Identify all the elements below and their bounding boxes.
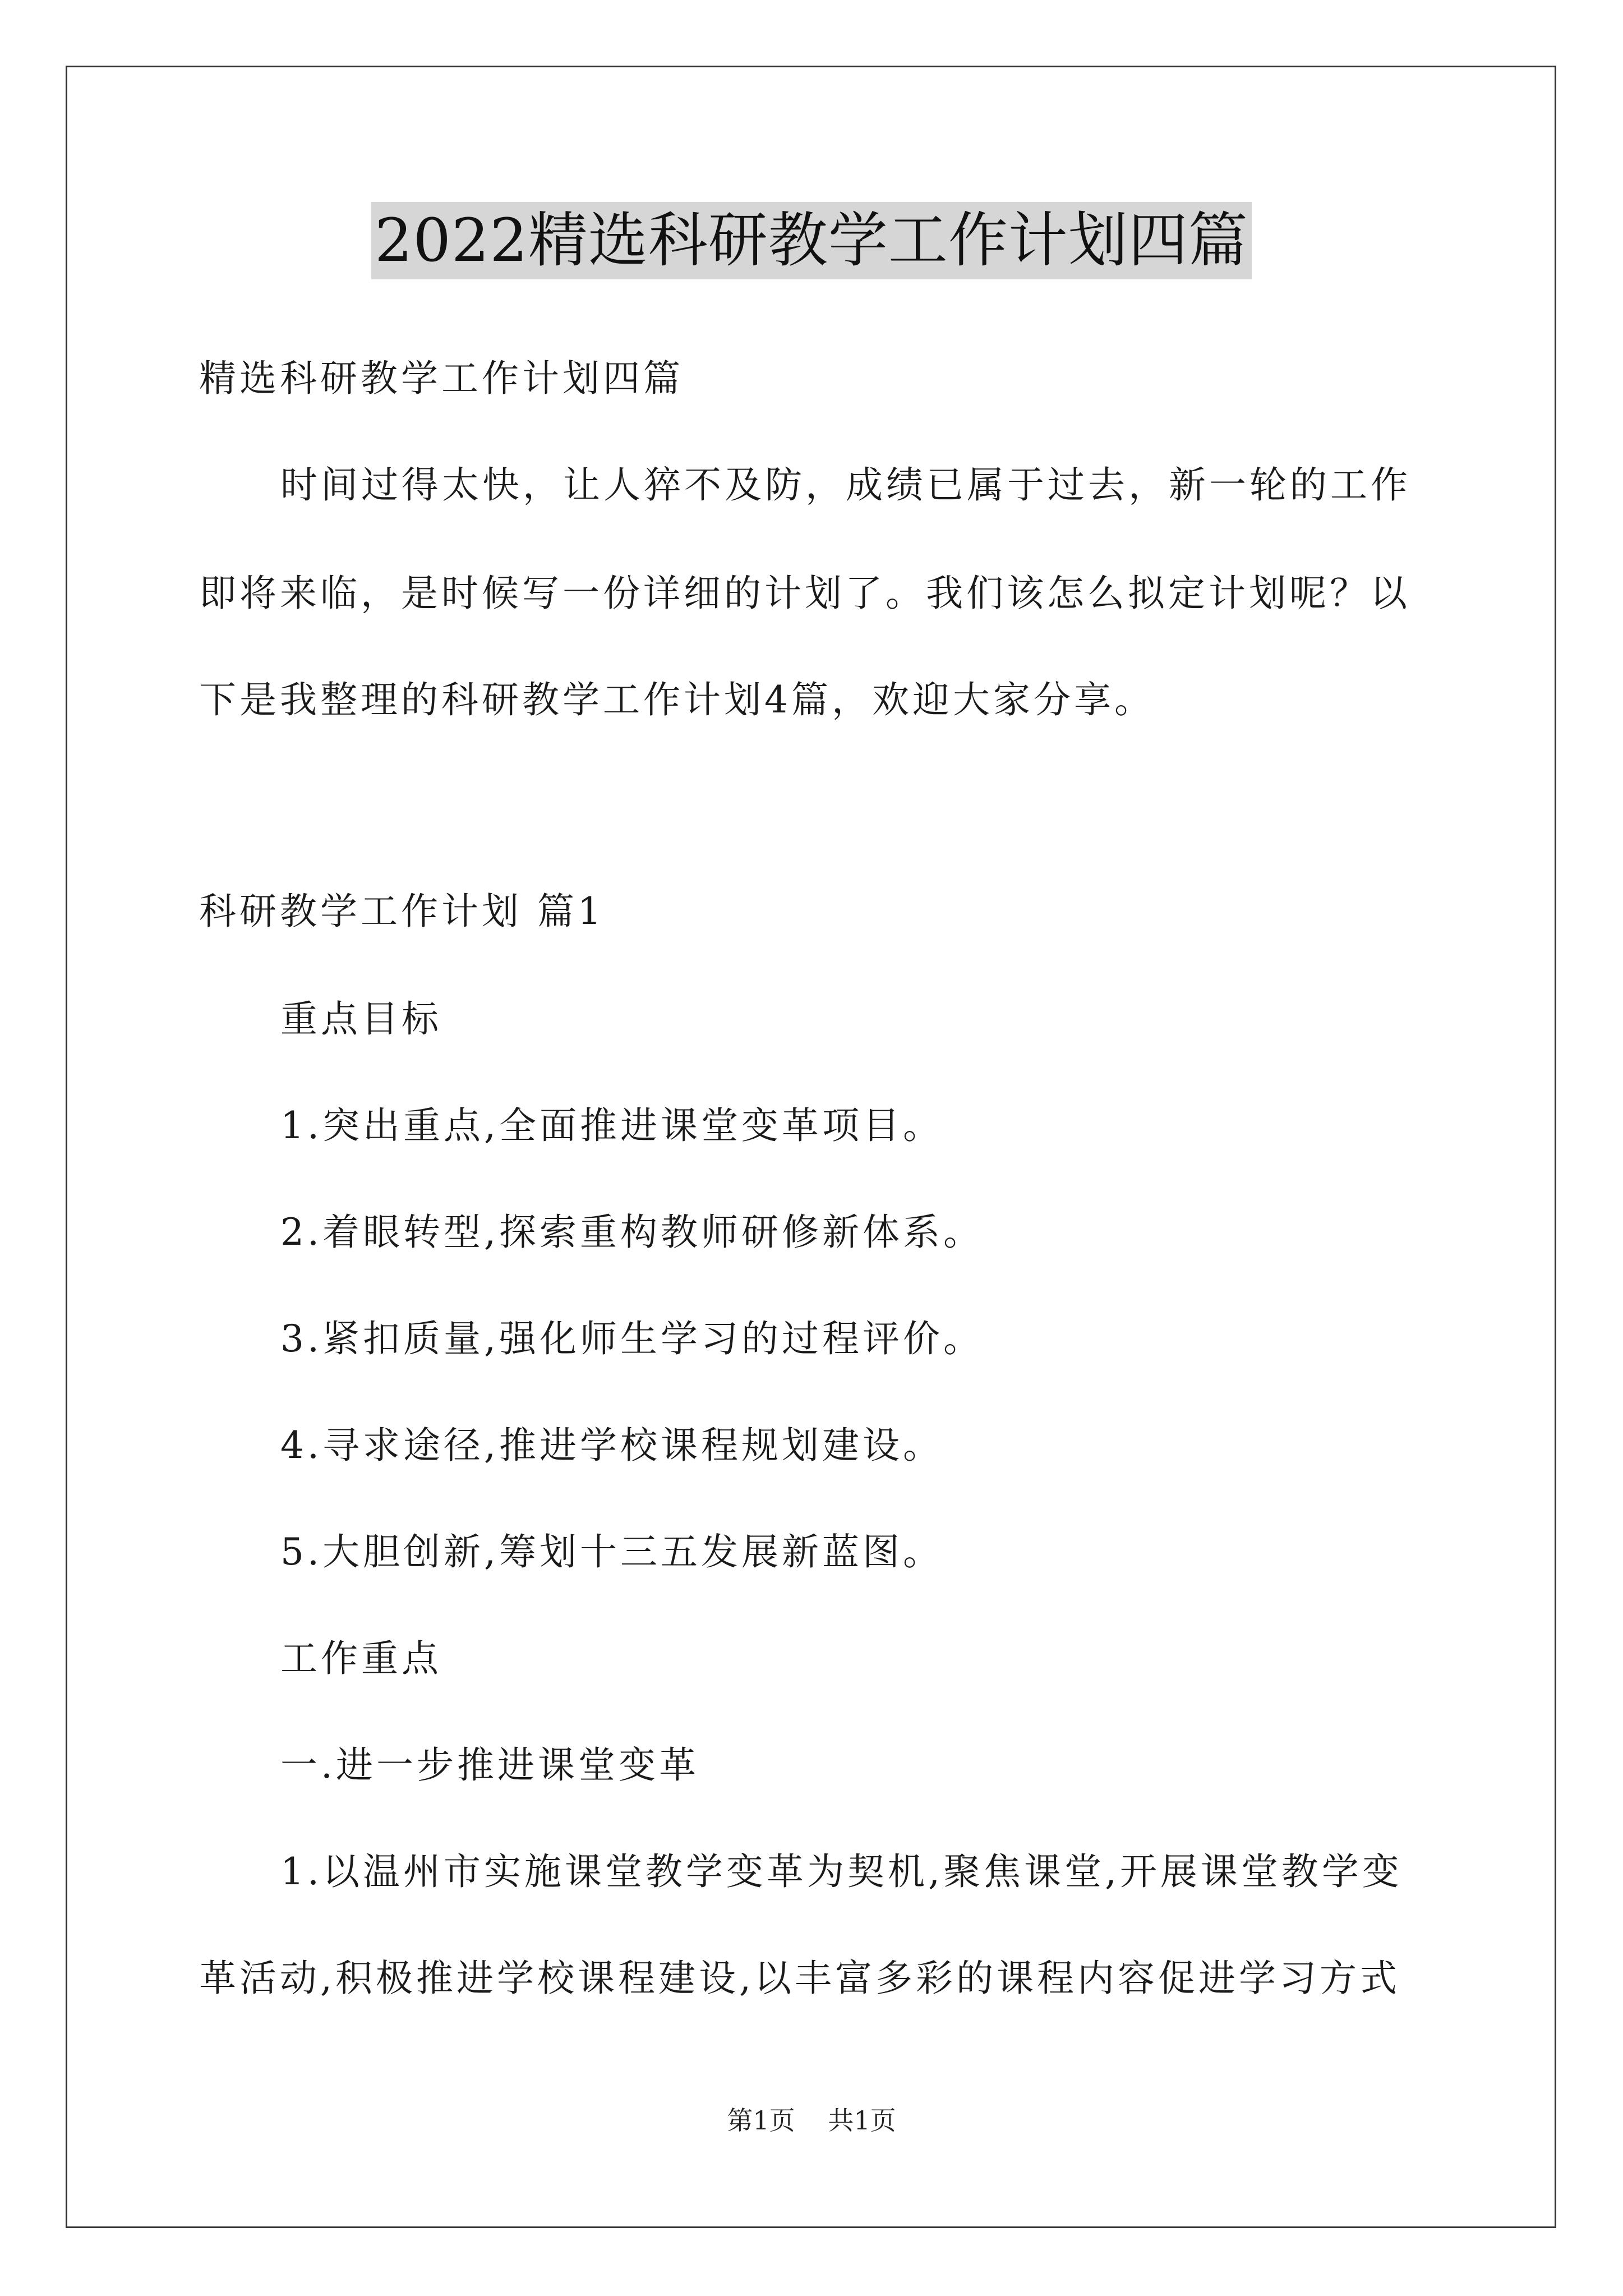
subheading-goals: 重点目标 (280, 997, 442, 1041)
goal-item-1: 1.突出重点,全面推进课堂变革项目。 (280, 1104, 943, 1147)
document-title: 2022精选科研教学工作计划四篇 (371, 202, 1252, 279)
body-line-2: 即将来临，是时候写一份详细的计划了。我们该怎么拟定计划呢？以 (199, 572, 1410, 615)
work-section-1-heading: 一.进一步推进课堂变革 (280, 1743, 699, 1787)
goal-item-2: 2.着眼转型,探索重构教师研修新体系。 (280, 1211, 984, 1254)
goal-item-5: 5.大胆创新,筹划十三五发展新蓝图。 (280, 1530, 943, 1573)
subtitle-line: 精选科研教学工作计划四篇 (199, 357, 684, 400)
section-heading-1: 科研教学工作计划 篇1 (199, 890, 605, 933)
body-line-work-1: 1.以温州市实施课堂教学变革为契机,聚焦课堂,开展课堂教学变 (280, 1850, 1403, 1893)
body-line-work-2: 革活动,积极推进学校课程建设,以丰富多彩的课程内容促进学习方式 (199, 1957, 1400, 2000)
page-number-total: 共1页 (828, 2105, 896, 2136)
page-number-current: 第1页 (727, 2105, 795, 2136)
title-container (0, 202, 1623, 279)
goal-item-4: 4.寻求途径,推进学校课程规划建设。 (280, 1424, 943, 1467)
body-line-1: 时间过得太快，让人猝不及防，成绩已属于过去，新一轮的工作 (280, 463, 1411, 507)
goal-item-3: 3.紧扣质量,强化师生学习的过程评价。 (280, 1317, 984, 1360)
body-line-3: 下是我整理的科研教学工作计划4篇，欢迎大家分享。 (199, 678, 1155, 721)
subheading-work-focus: 工作重点 (280, 1637, 442, 1680)
page-footer (0, 2104, 1623, 2137)
